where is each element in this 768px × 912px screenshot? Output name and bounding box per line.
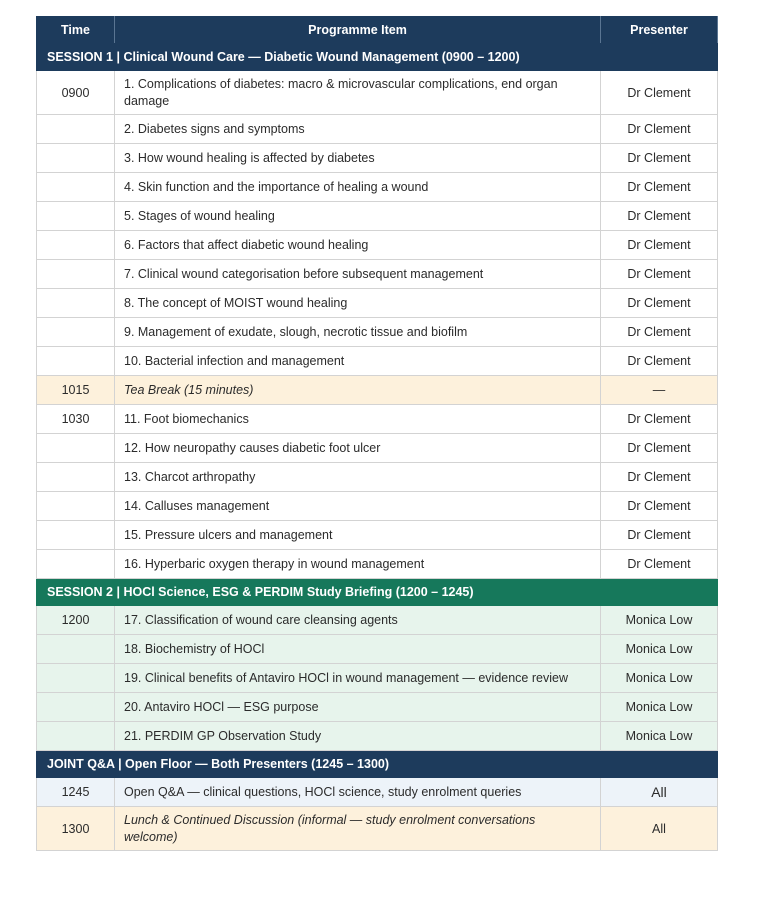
table-row (37, 260, 718, 289)
row-item: 14. Calluses management (115, 492, 601, 521)
row-presenter: Dr Clement (601, 173, 718, 202)
row-time: 0900 (37, 71, 115, 115)
row-time (37, 693, 115, 722)
row-item: Open Q&A — clinical questions, HOCl science, study enrolment queries (115, 778, 601, 807)
row-time: 1030 (37, 405, 115, 434)
row-time (37, 347, 115, 376)
row-time (37, 722, 115, 751)
row-item: 3. How wound healing is affected by diabetes (115, 144, 601, 173)
row-time: 1200 (37, 606, 115, 635)
row-presenter: Dr Clement (601, 434, 718, 463)
tea-break-row (37, 376, 718, 405)
row-time (37, 434, 115, 463)
row-time (37, 550, 115, 579)
row-presenter: All (601, 807, 718, 851)
row-presenter: Dr Clement (601, 463, 718, 492)
row-time (37, 231, 115, 260)
header-presenter: Presenter (601, 17, 718, 44)
table-row (37, 463, 718, 492)
header-time: Time (37, 17, 115, 44)
row-time: 1300 (37, 807, 115, 851)
session-2-title: SESSION 2 | HOCl Science, ESG & PERDIM Study Briefing (1200 – 1245) (37, 579, 718, 606)
open-qa-row (37, 778, 718, 807)
table-row (37, 231, 718, 260)
row-item: 21. PERDIM GP Observation Study (115, 722, 601, 751)
row-item: 17. Classification of wound care cleansing agents (115, 606, 601, 635)
table-row (37, 318, 718, 347)
row-item: 10. Bacterial infection and management (115, 347, 601, 376)
row-presenter: Dr Clement (601, 231, 718, 260)
row-item: 2. Diabetes signs and symptoms (115, 115, 601, 144)
row-item: 16. Hyperbaric oxygen therapy in wound management (115, 550, 601, 579)
row-presenter: Dr Clement (601, 144, 718, 173)
row-time (37, 635, 115, 664)
row-time (37, 173, 115, 202)
table-row (37, 173, 718, 202)
row-presenter: Monica Low (601, 693, 718, 722)
row-item: 12. How neuropathy causes diabetic foot ulcer (115, 434, 601, 463)
table-row (37, 635, 718, 664)
joint-qa-title: JOINT Q&A | Open Floor — Both Presenters (1245 – 1300) (37, 751, 718, 778)
table-row (37, 405, 718, 434)
table-row (37, 606, 718, 635)
row-presenter: Dr Clement (601, 347, 718, 376)
row-time (37, 318, 115, 347)
row-item: 20. Antaviro HOCl — ESG purpose (115, 693, 601, 722)
row-time (37, 115, 115, 144)
row-time (37, 202, 115, 231)
session-2-banner (37, 579, 718, 606)
row-presenter: Dr Clement (601, 202, 718, 231)
table-row (37, 693, 718, 722)
table-row (37, 492, 718, 521)
table-header-row (37, 17, 718, 44)
row-presenter: Dr Clement (601, 318, 718, 347)
row-time (37, 664, 115, 693)
table-row (37, 521, 718, 550)
table-row (37, 202, 718, 231)
row-item: 1. Complications of diabetes: macro & microvascular complications, end organ damage (115, 71, 601, 115)
row-presenter: Dr Clement (601, 260, 718, 289)
row-presenter: All (601, 778, 718, 807)
row-presenter: Dr Clement (601, 492, 718, 521)
joint-qa-banner (37, 751, 718, 778)
row-item: 4. Skin function and the importance of healing a wound (115, 173, 601, 202)
row-presenter: Monica Low (601, 664, 718, 693)
row-time (37, 144, 115, 173)
row-item: 18. Biochemistry of HOCl (115, 635, 601, 664)
lunch-row (37, 807, 718, 851)
row-item: 5. Stages of wound healing (115, 202, 601, 231)
row-presenter: Dr Clement (601, 550, 718, 579)
table-row (37, 550, 718, 579)
row-presenter: Dr Clement (601, 521, 718, 550)
table-row (37, 144, 718, 173)
programme-table (36, 16, 718, 851)
row-presenter: — (601, 376, 718, 405)
table-row (37, 664, 718, 693)
row-item: 19. Clinical benefits of Antaviro HOCl in wound management — evidence review (115, 664, 601, 693)
row-item: 15. Pressure ulcers and management (115, 521, 601, 550)
row-item: 8. The concept of MOIST wound healing (115, 289, 601, 318)
header-programme-item: Programme Item (115, 17, 601, 44)
row-item: 9. Management of exudate, slough, necrotic tissue and biofilm (115, 318, 601, 347)
row-time: 1015 (37, 376, 115, 405)
row-item: Lunch & Continued Discussion (informal — study enrolment conversations welcome) (115, 807, 601, 851)
row-time (37, 260, 115, 289)
row-item: 6. Factors that affect diabetic wound healing (115, 231, 601, 260)
row-presenter: Dr Clement (601, 71, 718, 115)
row-presenter: Monica Low (601, 635, 718, 664)
session-1-title: SESSION 1 | Clinical Wound Care — Diabetic Wound Management (0900 – 1200) (37, 44, 718, 71)
row-item: 13. Charcot arthropathy (115, 463, 601, 492)
row-time (37, 521, 115, 550)
row-presenter: Dr Clement (601, 289, 718, 318)
row-item: Tea Break (15 minutes) (115, 376, 601, 405)
table-row (37, 289, 718, 318)
session-1-banner (37, 44, 718, 71)
row-time: 1245 (37, 778, 115, 807)
row-presenter: Monica Low (601, 722, 718, 751)
row-item: 11. Foot biomechanics (115, 405, 601, 434)
table-row (37, 722, 718, 751)
table-row (37, 115, 718, 144)
row-presenter: Dr Clement (601, 115, 718, 144)
row-time (37, 492, 115, 521)
table-row (37, 434, 718, 463)
row-presenter: Monica Low (601, 606, 718, 635)
table-row (37, 71, 718, 115)
row-item: 7. Clinical wound categorisation before subsequent management (115, 260, 601, 289)
row-time (37, 463, 115, 492)
row-presenter: Dr Clement (601, 405, 718, 434)
row-time (37, 289, 115, 318)
table-row (37, 347, 718, 376)
